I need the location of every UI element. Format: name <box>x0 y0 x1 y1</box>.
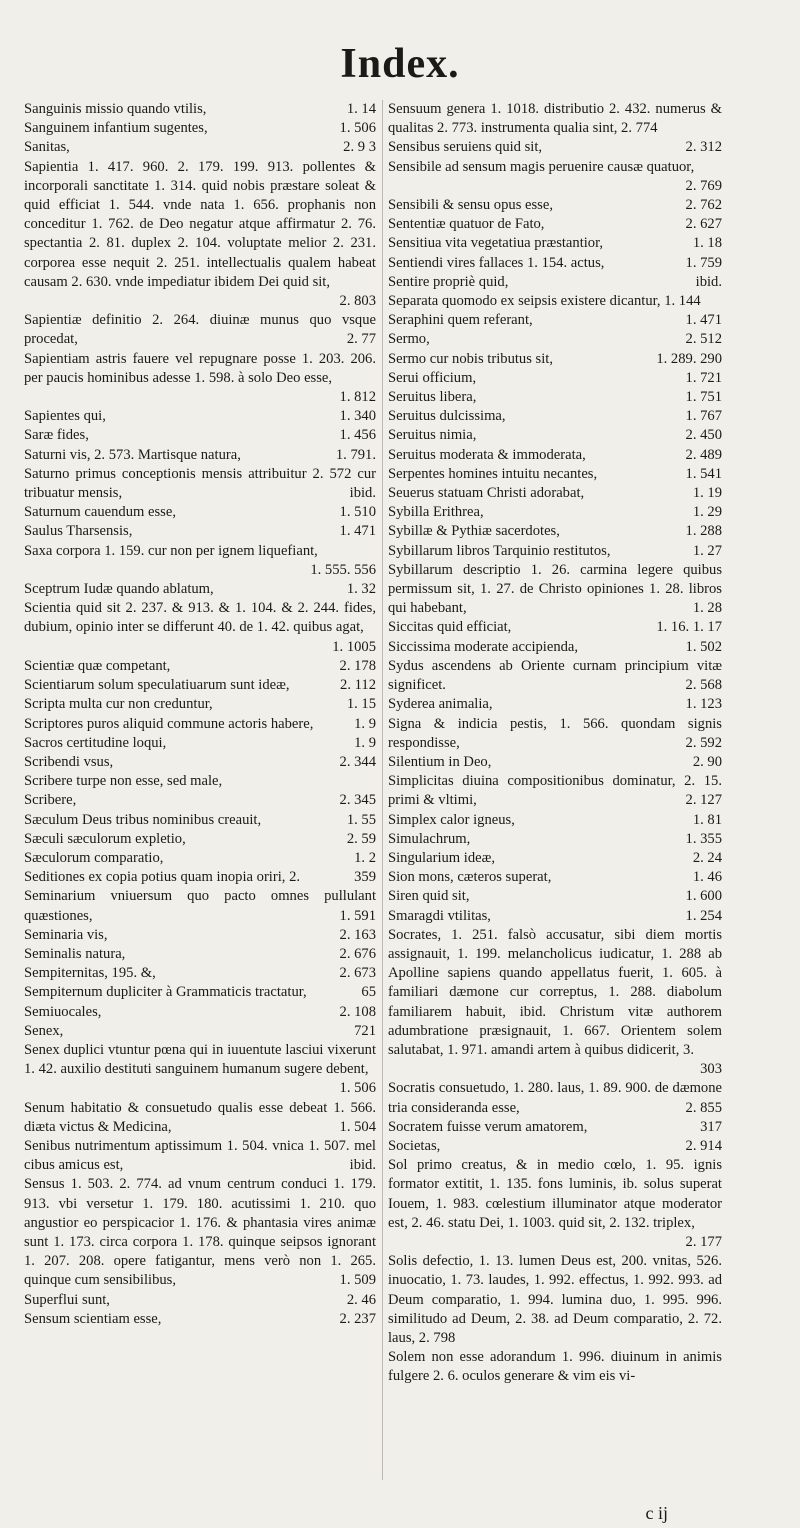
entry-text: Scribendi vsus, <box>24 753 114 770</box>
index-entry <box>388 215 722 234</box>
entry-text: Smaragdi vtilitas, <box>388 907 491 924</box>
entry-text: Sempiternum dupliciter à Grammaticis tractatur, <box>24 984 307 1001</box>
entry-text: Saxa corpora 1. 159. cur non per ignem liquefiant, <box>24 542 318 559</box>
page-reference: 1. 18 <box>692 235 722 252</box>
page-reference: 1. 15 <box>346 696 376 713</box>
index-entry <box>388 388 722 407</box>
index-entry <box>24 446 376 465</box>
index-entry <box>24 426 376 445</box>
page-reference: 1. 289. 290 <box>656 350 722 367</box>
index-entry <box>24 1003 376 1022</box>
page-reference: 1. 19 <box>692 485 722 502</box>
entry-text: Siccitas quid efficiat, <box>388 619 512 636</box>
page-reference: 1. 541 <box>685 465 722 482</box>
entry-text: Saturno primus conceptionis mensis attribuitur 2. 572 cur tribuatur mensis, <box>24 465 376 502</box>
page-reference: 2. 108 <box>339 1003 376 1020</box>
page-reference: 2. 90 <box>692 753 722 770</box>
entry-text: Socratem fuisse verum amatorem, <box>388 1118 588 1135</box>
index-entry <box>24 830 376 849</box>
index-entry <box>388 446 722 465</box>
page-reference: 1. 355 <box>685 830 722 847</box>
page-reference: 2. 676 <box>339 945 376 962</box>
index-entry <box>24 311 376 349</box>
entry-text: Socratis consuetudo, 1. 280. laus, 1. 89. 900. de dæmone tria consideranda esse, <box>388 1080 722 1116</box>
page-reference: 303 <box>700 1061 722 1078</box>
index-entry <box>388 350 722 369</box>
index-entry <box>24 811 376 830</box>
index-entry <box>388 830 722 849</box>
page-reference: 1. 28 <box>692 600 722 617</box>
index-entry <box>388 234 722 253</box>
index-entry <box>24 753 376 772</box>
entry-text: Sensus 1. 503. 2. 774. ad vnum centrum conduci 1. 179. 913. vbi versetur 1. 179. 180. acutissimi 1. 210. quo angustior eo perspicacior 1. 176. & phantasia vires animæ sunt 1. 173. circa corpora 1. 178. quinque seipsos ignorant 1. 207. 208. opere fatigantur, mens verò non 1. 265. quinque cum sensibilibus, <box>24 1176 376 1289</box>
entry-text: Semiuocales, <box>24 1003 102 1020</box>
page-reference: 2. 237 <box>339 1310 376 1327</box>
entry-text: Saræ fides, <box>24 427 89 444</box>
entry-text: Solem non esse adorandum 1. 996. diuinum in animis fulgere 2. 6. oculos generare & vim eis vi- <box>388 1349 722 1385</box>
page-reference: 1. 81 <box>692 811 722 828</box>
page-reference: 2. 59 <box>346 830 376 847</box>
index-column-right <box>388 100 722 1387</box>
entry-text: Serpentes homines intuitu necantes, <box>388 465 598 482</box>
index-entry <box>388 158 722 196</box>
entry-text: Sacros certitudine loqui, <box>24 734 167 751</box>
page-reference: 65 <box>361 984 376 1001</box>
index-entry <box>388 542 722 561</box>
page-reference: 359 <box>354 869 376 886</box>
entry-text: Simplex calor igneus, <box>388 811 515 828</box>
index-entry <box>24 734 376 753</box>
index-entry <box>388 753 722 772</box>
entry-text: Senum habitatio & consuetudo qualis esse debeat 1. 566. diæta victus & Medicina, <box>24 1099 376 1135</box>
index-entry <box>388 138 722 157</box>
entry-text: Scientia quid sit 2. 237. & 913. & 1. 104. & 2. 244. fides, dubium, opinio inter se differunt 40. de 1. 42. quibus agat, <box>24 600 376 636</box>
index-entry <box>388 254 722 273</box>
index-entry <box>24 138 376 157</box>
page-reference: 2. 803 <box>339 293 376 310</box>
page-reference: 1. 791. <box>335 446 376 463</box>
page-reference: 1. 812 <box>339 389 376 406</box>
entry-text: Sentire propriè quid, <box>388 273 509 290</box>
index-entry <box>388 484 722 503</box>
index-entry <box>24 599 376 657</box>
page-reference: 1. 55 <box>346 811 376 828</box>
index-entry <box>24 522 376 541</box>
entry-text: Sybilla Erithrea, <box>388 504 484 521</box>
page-reference: 1. 471 <box>685 312 722 329</box>
index-entry <box>24 791 376 810</box>
index-entry <box>388 811 722 830</box>
page-reference: 1. 14 <box>346 101 376 117</box>
entry-text: Sanitas, <box>24 139 70 156</box>
entry-text: Sapientiæ definitio 2. 264. diuinæ munus quo vsque procedat, <box>24 312 376 348</box>
page-reference: 1. 504 <box>339 1118 376 1135</box>
index-entry <box>24 887 376 925</box>
entry-text: Sol primo creatus, & in medio cœlo, 1. 95. ignis formator extitit, 1. 135. fons luminis, ib. solus superat Iouem, 1. 983. cœlestium illuminator atque moderator est, 2. 46. statu Dei, 1. 1003. quid sit, 2. 132. triplex, <box>388 1157 722 1231</box>
page-reference: 1. 759 <box>685 254 722 271</box>
entry-text: Sensum scientiam esse, <box>24 1310 162 1327</box>
entry-text: Scriptores puros aliquid commune actoris habere, <box>24 715 314 732</box>
index-entry <box>24 849 376 868</box>
index-entry <box>388 1079 722 1117</box>
entry-text: Seruitus moderata & immoderata, <box>388 446 586 463</box>
entry-text: Sensibili & sensu opus esse, <box>388 197 553 214</box>
page-reference: 1. 591 <box>339 907 376 924</box>
page-reference: 1. 288 <box>685 523 722 540</box>
page-reference: 1. 9 <box>354 715 376 732</box>
entry-text: Sæculorum comparatio, <box>24 849 164 866</box>
index-entry <box>24 983 376 1002</box>
page-reference: 2. 450 <box>685 427 722 444</box>
index-entry <box>388 426 722 445</box>
entry-text: Seruitus libera, <box>388 389 477 406</box>
index-entry <box>24 1291 376 1310</box>
entry-text: Sensitiua vita vegetatiua præstantior, <box>388 235 604 252</box>
index-entry <box>388 887 722 906</box>
page-reference: 1. 32 <box>346 581 376 598</box>
page-reference: 721 <box>354 1022 376 1039</box>
page-reference: 2. 112 <box>340 677 376 694</box>
page-reference: ibid. <box>349 485 376 502</box>
entry-text: Scribere turpe non esse, sed male, <box>24 773 223 790</box>
entry-text: Solis defectio, 1. 13. lumen Deus est, 200. vnitas, 526. inuocatio, 1. 73. laudes, 1. 992. effectus, 1. 992. 993. ad Deum comparatio, 1. 994. lumina duo, 1. 995. 996. similitudo ad Deum, 2. 38. ad Deum comparatio, 2. 72. laus, 2. 798 <box>388 1253 722 1346</box>
page-reference: 2. 344 <box>339 753 376 770</box>
page-reference: 1. 123 <box>685 696 722 713</box>
index-entry <box>24 1099 376 1137</box>
entry-text: Sensuum genera 1. 1018. distributio 2. 432. numerus & qualitas 2. 773. instrumenta qualia sint, 2. 774 <box>388 101 722 137</box>
page-reference: 2. 77 <box>346 331 376 348</box>
entry-text: Seditiones ex copia potius quam inopia oriri, 2. <box>24 869 301 886</box>
entry-text: Signa & indicia pestis, 1. 566. quondam signis respondisse, <box>388 715 722 751</box>
entry-text: Sybillarum libros Tarquinio restitutos, <box>388 542 611 559</box>
index-entry <box>388 369 722 388</box>
index-entry <box>388 907 722 926</box>
index-entry <box>24 1310 376 1329</box>
entry-text: Senex duplici vtuntur pœna qui in iuuentute lasciui vixerunt 1. 42. auxilio destituti sanguinem humanum sugere debent, <box>24 1041 376 1078</box>
entry-text: Sanguinis missio quando vtilis, <box>24 101 207 117</box>
page-reference: 1. 721 <box>685 369 722 386</box>
entry-text: Siccissima moderate accipienda, <box>388 638 579 655</box>
entry-text: Seuerus statuam Christi adorabat, <box>388 485 585 502</box>
page-reference: 2. 762 <box>685 197 722 214</box>
index-entry <box>24 1041 376 1099</box>
entry-text: Societas, <box>388 1137 441 1154</box>
index-entry <box>24 465 376 503</box>
page-reference: 2. 163 <box>339 926 376 943</box>
entry-text: Senibus nutrimentum aptissimum 1. 504. vnica 1. 507. mel cibus amicus est, <box>24 1137 376 1174</box>
entry-text: Socrates, 1. 251. falsò accusatur, sibi diem mortis assignauit, 1. 199. melancholicus iudicatur, 1. 288 ab Apolline sapiens quando appellatus fuerit, 1. 605. à familiari dæmone cur correptus, 1. 288. diabolum familiarem habuit, ibid. Christum vitæ authorem adumbratione præsignauit, 1. 667. Orientem solem salutabat, 1. 971. amandi artem à quibus didicerit, 3. <box>388 926 722 1058</box>
index-entry <box>388 1252 722 1348</box>
index-entry <box>388 1137 722 1156</box>
entry-text: Sententiæ quatuor de Fato, <box>388 216 545 233</box>
entry-text: Seruitus dulcissima, <box>388 408 506 425</box>
index-entry <box>24 695 376 714</box>
index-entry <box>388 638 722 657</box>
page-reference: 2. 345 <box>339 792 376 809</box>
page-reference: 1. 9 <box>354 734 376 751</box>
index-entry <box>24 715 376 734</box>
page-reference: 1. 555. 556 <box>310 561 376 578</box>
entry-text: Sydus ascendens ab Oriente curnam principium vitæ significet. <box>388 657 722 694</box>
entry-text: Simulachrum, <box>388 830 471 847</box>
entry-text: Sermo, <box>388 331 430 348</box>
entry-text: Sæculum Deus tribus nominibus creauit, <box>24 811 262 828</box>
index-entry <box>24 1175 376 1290</box>
page-reference: 1. 1005 <box>332 638 376 655</box>
index-entry <box>388 503 722 522</box>
page-reference: 2. 9 3 <box>343 139 376 156</box>
index-entry <box>24 580 376 599</box>
signature-mark: c ij <box>645 1503 668 1523</box>
page-reference: 1. 254 <box>685 907 722 924</box>
entry-text: Separata quomodo ex seipsis existere dicantur, 1. 144 <box>388 293 701 310</box>
entry-text: Seminalis natura, <box>24 945 126 962</box>
page-reference: 1. 600 <box>685 888 722 905</box>
index-entry <box>388 465 722 484</box>
index-entry <box>388 772 722 810</box>
index-entry <box>388 1118 722 1137</box>
page-reference: 1. 29 <box>692 504 722 521</box>
index-entry <box>388 311 722 330</box>
index-entry <box>24 119 376 138</box>
entry-text: Sensibus seruiens quid sit, <box>388 139 543 156</box>
index-entry <box>388 100 722 138</box>
page-reference: 2. 312 <box>685 139 722 156</box>
page-reference: 2. 627 <box>685 216 722 233</box>
page-reference: 1. 509 <box>339 1272 376 1289</box>
entry-text: Seruitus nimia, <box>388 427 477 444</box>
page-reference: 1. 16. 1. 17 <box>656 619 722 636</box>
index-entry <box>24 964 376 983</box>
page-reference: 2. 127 <box>685 792 722 809</box>
index-column-left <box>24 100 376 1329</box>
entry-text: Sybillæ & Pythiæ sacerdotes, <box>388 523 560 540</box>
entry-text: Saulus Tharsensis, <box>24 523 133 540</box>
column-divider <box>382 100 383 1480</box>
entry-text: Sapientes qui, <box>24 408 106 425</box>
index-entry <box>24 926 376 945</box>
index-entry <box>388 695 722 714</box>
index-entry <box>24 1022 376 1041</box>
page-reference: 2. 24 <box>692 849 722 866</box>
index-entry <box>388 273 722 292</box>
page-reference: 1. 456 <box>339 427 376 444</box>
entry-text: Scribere, <box>24 792 77 809</box>
index-entry <box>24 772 376 791</box>
page-reference: 2. 568 <box>685 677 722 694</box>
entry-text: Sæculi sæculorum expletio, <box>24 830 186 847</box>
index-entry <box>24 407 376 426</box>
index-entry <box>388 561 722 619</box>
entry-text: Sempiternitas, 195. &, <box>24 965 156 982</box>
index-entry <box>24 1137 376 1175</box>
entry-text: Sensibile ad sensum magis peruenire causæ quatuor, <box>388 158 695 175</box>
index-entry <box>24 676 376 695</box>
page-reference: 2. 914 <box>685 1137 722 1154</box>
page-reference: 1. 471 <box>339 523 376 540</box>
page-title: Index. <box>340 41 460 87</box>
index-entry <box>388 1348 722 1386</box>
index-entry <box>24 503 376 522</box>
index-entry <box>24 350 376 408</box>
page-reference: 317 <box>700 1118 722 1135</box>
entry-text: Singularium ideæ, <box>388 849 496 866</box>
entry-text: Sapientia 1. 417. 960. 2. 179. 199. 913. pollentes & incorporali sanctitate 1. 314. quid nobis præstare soleat & quid efficiat 1. 544. vnde nata 1. 656. prophanis non conceditur 1. 762. de Deo negatur atque affirmatur 2. 76. spectantia 2. 81. duplex 2. 104. voluptate melior 2. 231. corporea esse nequit 2. 251. intellectualis qualem habeat causam 2. 630. vnde impediatur ibidem Dei quid sit, <box>24 158 376 290</box>
index-entry <box>388 196 722 215</box>
entry-text: Sermo cur nobis tributus sit, <box>388 350 553 367</box>
entry-text: Saturni vis, 2. 573. Martisque natura, <box>24 446 241 463</box>
entry-text: Siren quid sit, <box>388 888 470 905</box>
page-reference: 2. 673 <box>339 965 376 982</box>
page-reference: 1. 506 <box>339 1080 376 1097</box>
entry-text: Saturnum cauendum esse, <box>24 504 176 521</box>
entry-text: Scientiæ quæ competant, <box>24 657 171 674</box>
page-reference: 1. 506 <box>339 120 376 137</box>
page-reference: 2. 178 <box>339 657 376 674</box>
entry-text: Silentium in Deo, <box>388 753 492 770</box>
page-reference: 1. 510 <box>339 504 376 521</box>
page-reference: 1. 46 <box>692 869 722 886</box>
index-entry <box>388 292 722 311</box>
page-reference: 1. 502 <box>685 638 722 655</box>
entry-text: Seminarium vniuersum quo pacto omnes pullulant quæstiones, <box>24 888 376 924</box>
index-entry <box>388 657 722 695</box>
index-entry <box>24 657 376 676</box>
page-reference: 2. 177 <box>685 1233 722 1250</box>
page-reference: 2. 592 <box>685 734 722 751</box>
entry-text: Sceptrum Iudæ quando ablatum, <box>24 581 214 598</box>
index-entry <box>24 945 376 964</box>
page-reference: 2. 489 <box>685 446 722 463</box>
page-reference: 2. 855 <box>685 1099 722 1116</box>
entry-text: Seraphini quem referant, <box>388 312 533 329</box>
index-entry <box>388 522 722 541</box>
entry-text: Simplicitas diuina compositionibus dominatur, 2. 15. primi & vltimi, <box>388 773 722 809</box>
index-entry <box>388 618 722 637</box>
index-entry <box>24 100 376 119</box>
entry-text: Sion mons, cæteros superat, <box>388 869 552 886</box>
entry-text: Senex, <box>24 1022 64 1039</box>
entry-text: Sapientiam astris fauere vel repugnare posse 1. 203. 206. per paucis hominibus adesse 1. 598. à solo Deo esse, <box>24 350 376 386</box>
entry-text: Syderea animalia, <box>388 696 493 713</box>
entry-text: Sybillarum descriptio 1. 26. carmina legere quibus permissum sit, 1. 27. de Christo opiniones 1. 28. libros qui habebant, <box>388 561 722 617</box>
entry-text: Serui officium, <box>388 369 477 386</box>
index-entry <box>388 330 722 349</box>
page-reference: 2. 512 <box>685 331 722 348</box>
page-reference: ibid. <box>349 1157 376 1174</box>
entry-text: Scientiarum solum speculatiuarum sunt ideæ, <box>24 677 290 694</box>
entry-text: Sanguinem infantium sugentes, <box>24 120 208 137</box>
page-reference: 1. 340 <box>339 408 376 425</box>
index-entry <box>388 1156 722 1252</box>
page-reference: ibid. <box>695 273 722 290</box>
page-reference: 2. 46 <box>346 1291 376 1308</box>
index-entry <box>388 407 722 426</box>
page-reference: 1. 2 <box>354 849 376 866</box>
index-entry <box>388 868 722 887</box>
index-entry <box>388 849 722 868</box>
entry-text: Sentiendi vires fallaces 1. 154. actus, <box>388 254 605 271</box>
index-entry <box>388 926 722 1080</box>
page-reference: 1. 27 <box>692 542 722 559</box>
page-reference: 2. 769 <box>685 177 722 194</box>
index-entry <box>24 158 376 312</box>
index-entry <box>24 542 376 580</box>
entry-text: Superflui sunt, <box>24 1291 110 1308</box>
page-reference: 1. 751 <box>685 389 722 406</box>
entry-text: Seminaria vis, <box>24 926 108 943</box>
index-entry <box>24 868 376 887</box>
index-entry <box>388 715 722 753</box>
page-reference: 1. 767 <box>685 408 722 425</box>
entry-text: Scripta multa cur non creduntur, <box>24 696 213 713</box>
